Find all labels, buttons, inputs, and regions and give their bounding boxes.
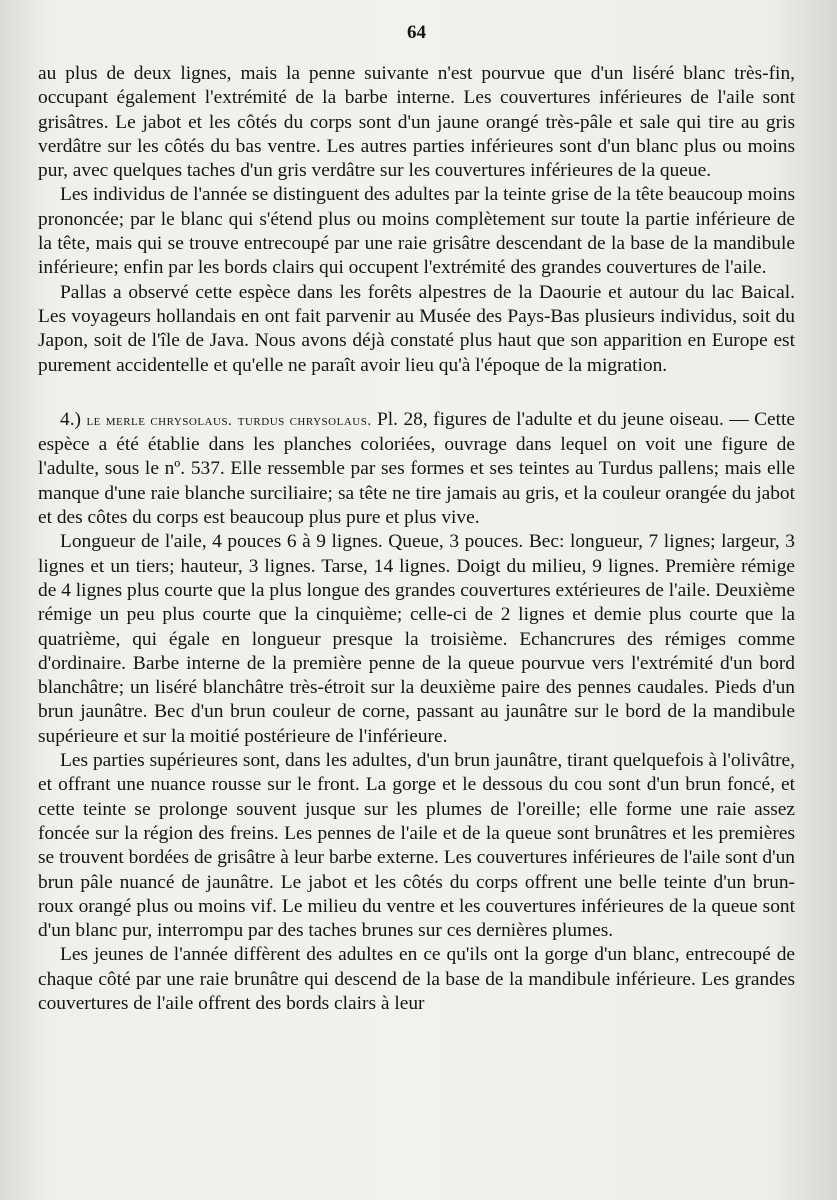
paragraph-continuation: au plus de deux lignes, mais la penne suivante n'est pourvue que d'un liséré blanc très-fin, occupant également l'extrémité de la barbe interne. Les couvertures inférieures de l'aile sont grisâtres. Le jabot et les côtés du corps sont d'un jaune orangé très-pâle et sale qui tire au gris verdâtre sur les côtés du bas ventre. Les autres parties inférieures sont d'un blanc plus ou moins pur, avec quelques taches d'un gris verdâtre sur les couvertures inférieures de la queue.	[38, 63, 795, 182]
paragraph-young-birds: Les individus de l'année se distinguent des adultes par la teinte grise de la tête beaucoup moins prononcée; par le blanc qui s'étend plus ou moins complètement sur toute la partie inférieure de la tête, mais qui se trouve entrecoupé par une raie grisâtre descendant de la base de la mandibule inférieure; enfin par les bords clairs qui occupent l'extrémité des grandes couvertures de l'aile.	[38, 184, 795, 279]
paragraph-measurements: Longueur de l'aile, 4 pouces 6 à 9 lignes. Queue, 3 pouces. Bec: longueur, 7 lignes; largeur, 3 lignes et un tiers; hauteur, 3 lignes. Tarse, 14 lignes. Doigt du milieu, 9 lignes. Première rémige de 4 lignes plus courte que la plus longue des grandes couvertures extérieures de l'aile. Deuxième rémige un peu plus courte que la cinquième; celle-ci de 2 lignes et demie plus courte que la quatrième, qui égale en longueur presque la troisième. Echancrures des rémiges comme d'ordinaire. Barbe interne de la première penne de la queue pourvue vers l'extrémité d'un bord blanchâtre; un liséré blanchâtre très-étroit sur la deuxième paire des pennes caudales. Pieds d'un brun jaunâtre. Bec d'un brun couleur de corne, passant au jaunâtre sur le bord de la mandibule supérieure et sur la moitié postérieure de l'inférieure.	[38, 531, 795, 747]
section-heading-paragraph	[38, 408, 795, 530]
section-first-sentence: Pl. 28, figures de l'adulte et du jeune oiseau. — Cette espèce a été établie dans les planches coloriées, ouvrage dans lequel on voit une figure de l'adulte, sous le nº. 537. Elle ressemble par ses formes et ses teintes au Turdus pallens; mais elle manque d'une raie blanche surciliaire; sa tête ne tire jamais au gris, et la couleur orangée du jabot et des côtes du corps est beaucoup plus pure et plus vive.	[38, 408, 795, 529]
section-number: 4.)	[60, 408, 82, 430]
section-spacer	[38, 378, 795, 408]
paragraph-distribution: Pallas a observé cette espèce dans les forêts alpestres de la Daourie et autour du lac Baical. Les voyageurs hollandais en ont fait parvenir au Musée des Pays-Bas plusieurs individus, soit du Japon, soit de l'île de Java. Nous avons déjà constaté plus haut que son apparition en Europe est purement accidentelle et qu'elle ne paraît avoir lieu qu'à l'époque de la migration.	[38, 281, 795, 376]
page-number: 64	[407, 22, 426, 43]
paragraph-adult-plumage: Les parties supérieures sont, dans les adultes, d'un brun jaunâtre, tirant quelquefois à l'olivâtre, et offrant une nuance rousse sur le front. La gorge et le dessous du cou sont d'un brun foncé, et cette teinte se prolonge souvent jusque sur les plumes de l'oreille; elle forme une raie assez foncée sur la région des freins. Les pennes de l'aile et de la queue sont brunâtres et les premières se trouvent bordées de grisâtre à leur barbe externe. Les couvertures inférieures de l'aile sont d'un brun pâle nuancé de jaunâtre. Le jabot et les côtés du corps offrent une belle teinte d'un brun-roux orangé plus ou moins vif. Le milieu du ventre et les couvertures inférieures de la queue sont d'un blanc pur, interrompu par des taches brunes sur ces dernières plumes.	[38, 750, 795, 942]
section-name-french: le merle chrysolaus.	[86, 412, 233, 429]
paragraph-juvenile-plumage: Les jeunes de l'année diffèrent des adultes en ce qu'ils ont la gorge d'un blanc, entrecoupé de chaque côté par une raie brunâtre qui descend de la base de la mandibule inférieure. Les grandes couvertures de l'aile offrent des bords clairs à leur	[38, 944, 795, 1014]
section-name-latin: turdus chrysolaus.	[237, 412, 372, 429]
